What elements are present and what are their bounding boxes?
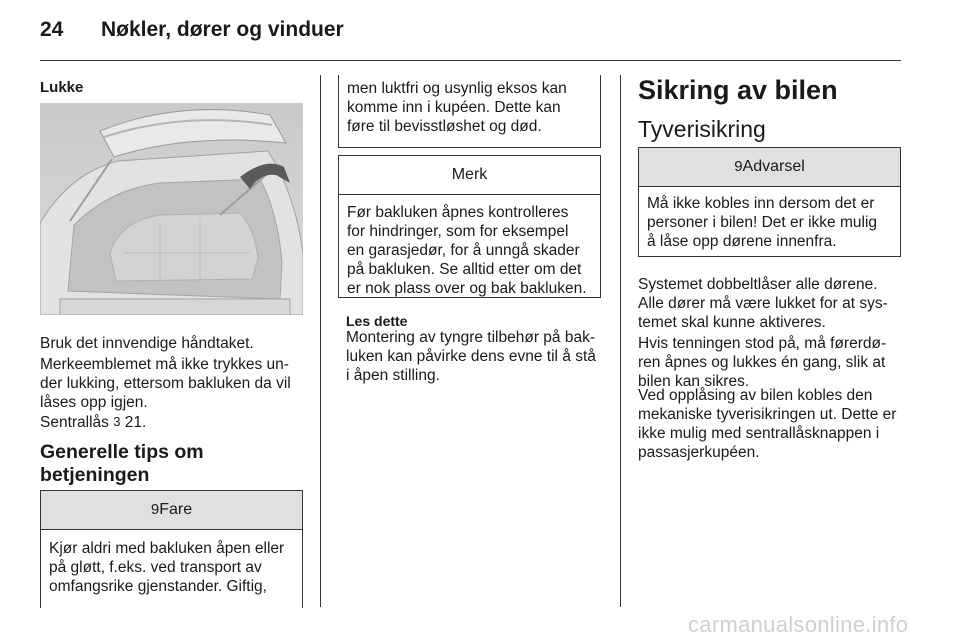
note-label: Les dette: [346, 313, 408, 329]
warning-box-header: [639, 148, 900, 187]
paragraph-handle: Bruk det innvendige håndtaket.: [40, 335, 254, 352]
paragraph-doublelock: [638, 275, 908, 332]
note-box-title: Merk: [339, 156, 600, 195]
cross-reference: [40, 412, 310, 432]
section-label-lukke: Lukke: [40, 79, 84, 96]
paragraph-line: Hvis tenningen stod på, må førerdø-: [638, 335, 887, 352]
column-divider-1: [320, 75, 321, 607]
note-line: for hindringer, som for eksempel: [347, 223, 569, 240]
note-line: på bakluken. Se alltid etter om det: [347, 261, 582, 278]
paragraph-line: mekaniske tyverisikringen ut. Dette er: [638, 406, 897, 423]
paragraph-line: låses opp igjen.: [40, 394, 148, 411]
paragraph-line: temet skal kunne aktiveres.: [638, 314, 826, 331]
paragraph-line: Ved opplåsing av bilen kobles den: [638, 387, 873, 404]
paragraph-line: bilen kan sikres.: [638, 373, 750, 390]
paragraph-line: i åpen stilling.: [346, 367, 440, 384]
danger-continued-body: [339, 75, 600, 136]
paragraph-unlocking: [638, 386, 908, 462]
danger-line: på gløtt, f.eks. ved transport av: [49, 559, 262, 576]
header-divider: [40, 60, 901, 61]
reference-page[interactable]: 21.: [124, 414, 147, 431]
page-title: Nøkler, dører og vinduer: [101, 18, 344, 41]
paragraph-line: Alle dører må være lukket for at sys-: [638, 295, 888, 312]
danger-box-title: Fare: [159, 501, 193, 518]
danger-line: føre til bevisstløshet og død.: [347, 118, 542, 135]
paragraph-line: passasjerkupéen.: [638, 444, 760, 461]
column-divider-2: [620, 75, 621, 607]
warning-line: Må ikke kobles inn dersom det er: [647, 195, 875, 212]
paragraph-line: luken kan påvirke dens evne til å stå: [346, 348, 596, 365]
note-line: en garasjedør, for å unngå skader: [347, 242, 580, 259]
paragraph-line: Merkeemblemet må ikke trykkes un-: [40, 356, 289, 373]
subsection-title-tyverisikring: Tyverisikring: [638, 116, 766, 142]
paragraph-ignition: [638, 334, 908, 391]
note-box: [338, 155, 601, 298]
paragraph-line: ren åpnes og lukkes én gang, slik at: [638, 354, 886, 371]
danger-line: komme inn i kupéen. Dette kan: [347, 99, 561, 116]
danger-box-continued: [338, 75, 601, 148]
danger-box: [40, 490, 303, 608]
arrow-ref-icon: 3: [113, 414, 121, 429]
tailgate-illustration: [40, 103, 303, 315]
danger-box-body: [41, 530, 302, 596]
paragraph-line: der lukking, ettersom bakluken da vil: [40, 375, 291, 392]
warning-line: personer i bilen! Det er ikke mulig: [647, 214, 878, 231]
note-line: Før bakluken åpnes kontrolleres: [347, 204, 569, 221]
danger-line: men luktfri og usynlig eksos kan: [347, 80, 567, 97]
paragraph-line: Montering av tyngre tilbehør på bak-: [346, 329, 595, 346]
danger-line: Kjør aldri med bakluken åpen eller: [49, 540, 285, 557]
warning-triangle-icon: 9: [734, 158, 743, 175]
note-box-body: [339, 195, 600, 298]
note-line: er nok plass over og bak bakluken.: [347, 280, 587, 297]
page-number: 24: [40, 18, 64, 41]
note-paragraph: [346, 328, 614, 385]
heading-line: Generelle tips om betjeningen: [40, 441, 204, 486]
danger-line: omfangsrike gjenstander. Giftig,: [49, 578, 267, 595]
paragraph-line: Systemet dobbeltlåser alle dørene.: [638, 276, 878, 293]
danger-box-header: [41, 491, 302, 530]
warning-line: å låse opp dørene innenfra.: [647, 233, 837, 250]
warning-triangle-icon: 9: [150, 501, 160, 518]
warning-box: [638, 147, 901, 257]
paragraph-emblem: [40, 355, 310, 412]
reference-text: Sentrallås: [40, 414, 109, 431]
section-title-sikring: Sikring av bilen: [638, 75, 838, 105]
warning-box-title: Advarsel: [742, 158, 805, 175]
warning-box-body: [639, 187, 900, 251]
paragraph-line: ikke mulig med sentrallåsknappen i: [638, 425, 880, 442]
watermark: carmanualsonline.info: [688, 612, 909, 637]
